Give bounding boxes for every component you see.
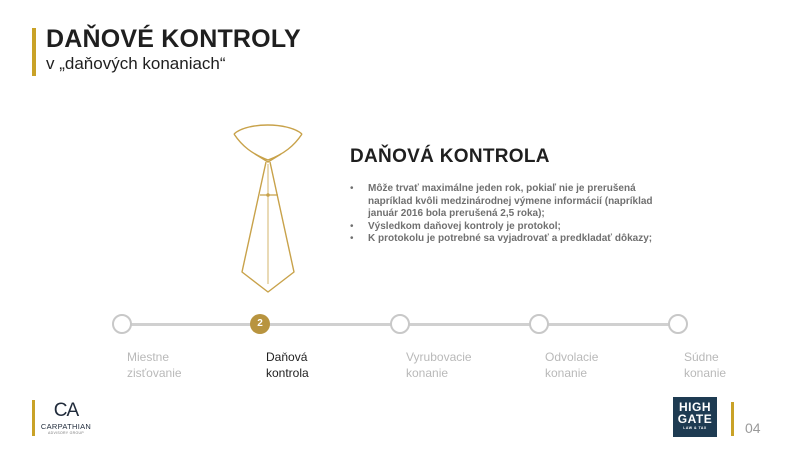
timeline-step-5-dot xyxy=(668,314,688,334)
right-logo-accent-bar xyxy=(731,402,734,436)
slide-title: DAŇOVÉ KONTROLY xyxy=(46,25,301,53)
bullet-list xyxy=(350,183,655,246)
carpathian-logo-sub: ADVISORY GROUP xyxy=(48,431,84,435)
bullet-item: • Môže trvať maximálne jeden rok, pokiaľ nie je prerušená napríklad kvôli medzinárodnej výmene informácií (napríklad január 2016 bola prerušená 2,5 roka); xyxy=(350,183,655,221)
slide-subtitle: v „daňových konaniach“ xyxy=(46,54,226,73)
timeline-step-1-label: Miestne zisťovanie xyxy=(127,350,182,380)
bullet-item: • Výsledkom daňovej kontroly je protokol; xyxy=(350,221,655,234)
timeline-step-2-label: Daňová kontrola xyxy=(266,350,309,380)
highgate-logo-line3: LAW & TAX xyxy=(683,426,707,430)
timeline-step-3-label: Vyrubovacie konanie xyxy=(406,350,472,380)
highgate-logo xyxy=(673,397,717,437)
title-accent-bar xyxy=(32,28,36,76)
timeline-step-4-label: Odvolacie konanie xyxy=(545,350,599,380)
carpathian-logo xyxy=(36,400,96,435)
timeline-step-1-dot xyxy=(112,314,132,334)
bullet-item: • K protokolu je potrebné sa vyjadrovať a predkladať dôkazy; xyxy=(350,233,655,246)
left-logo-accent-bar xyxy=(32,400,35,436)
necktie-outline-icon xyxy=(222,124,314,296)
carpathian-logo-name: CARPATHIAN xyxy=(40,422,92,431)
carpathian-logo-mark: CA xyxy=(53,400,79,421)
highgate-logo-line1: HIGH xyxy=(679,400,711,414)
page-number: 04 xyxy=(745,420,761,436)
timeline-step-2-dot: 2 xyxy=(250,314,270,334)
timeline-step-4-dot xyxy=(529,314,549,334)
timeline-step-3-dot xyxy=(390,314,410,334)
timeline-step-5-label: Súdne konanie xyxy=(684,350,727,380)
section-heading: DAŇOVÁ KONTROLA xyxy=(350,146,550,167)
highgate-logo-line2: GATE xyxy=(677,412,713,426)
